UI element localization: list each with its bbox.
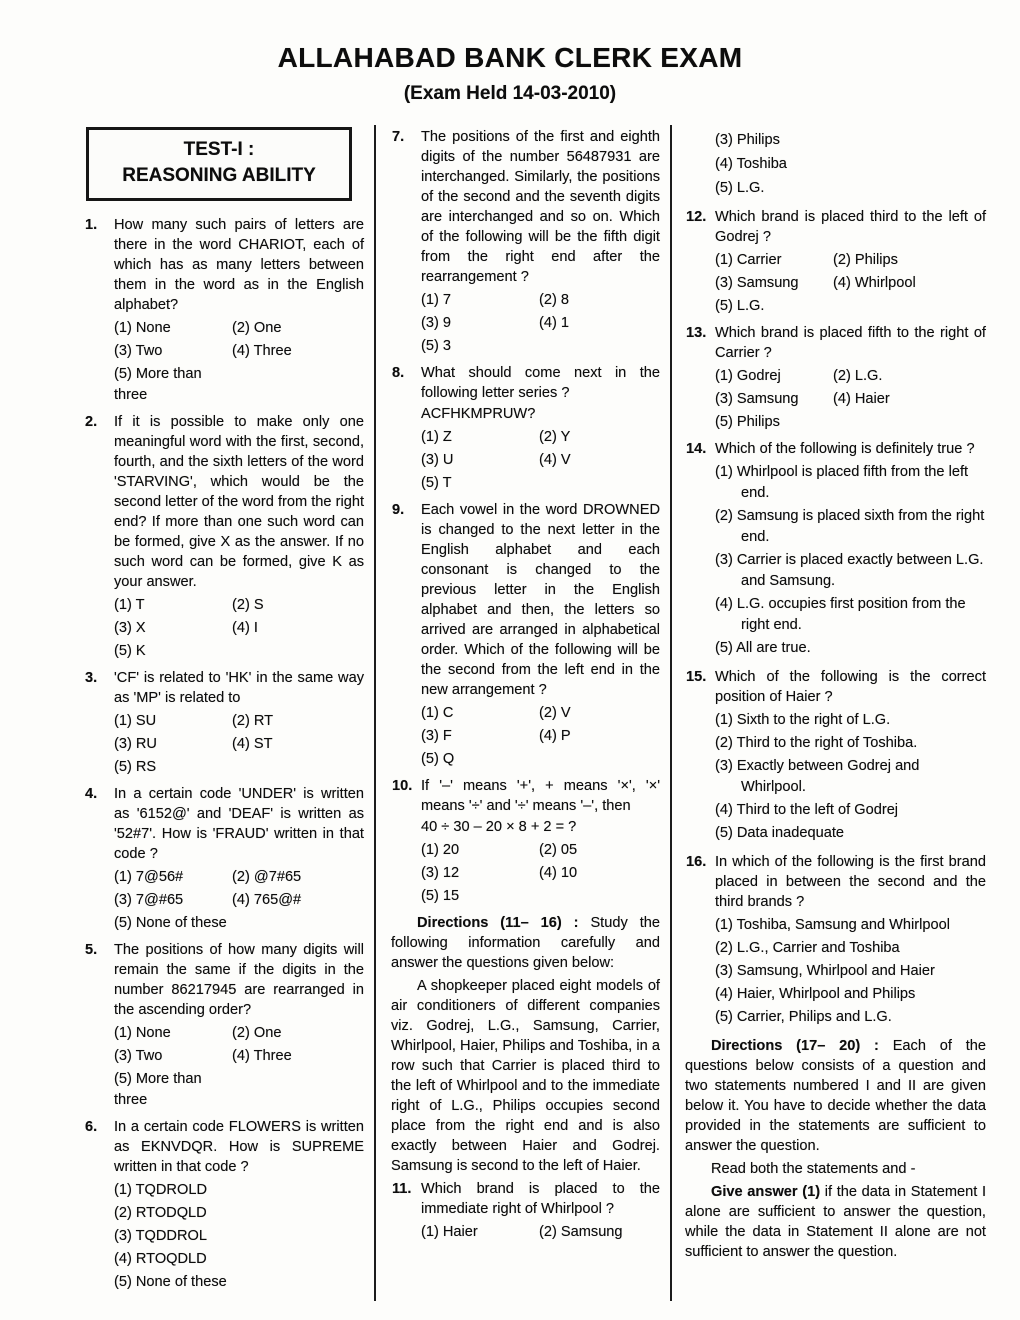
exam-content [84,125,988,1301]
question-text: In a certain code FLOWERS is written as EKNVDQR. How is SUPREME written in that code ? [114,1119,364,1175]
option: (4) I [232,620,258,636]
option: (4) RTOQDLD [114,1251,207,1267]
question [685,439,986,661]
options-list [114,1023,364,1111]
option: (2) 8 [539,292,570,308]
question-body [715,667,986,846]
options-list [114,318,364,406]
options-list [715,250,986,317]
option: (4) 765@# [232,892,302,908]
option: (3) Samsung [715,275,799,291]
question-number: 13. [686,325,707,341]
question-body [421,1179,660,1243]
option: (5) K [114,643,146,659]
question [84,940,364,1111]
option: (2) Philips [833,252,898,268]
option: (2) One [232,320,282,336]
question-number: 1. [85,217,98,233]
column-1 [84,125,376,1301]
options-list [715,915,986,1028]
option: (1) Whirlpool is placed fifth from the left end. [715,464,969,501]
option: (4) Three [232,343,292,359]
directions-text: Study the following information carefully and answer the questions given below: [391,915,660,971]
directions-text: Read both the statements and - [711,1161,916,1177]
question-number: 7. [392,129,405,145]
question-number: 11. [392,1181,412,1197]
question-body [421,363,660,494]
option: (2) RT [232,713,274,729]
question-body [715,207,986,317]
option: (2) One [232,1025,282,1041]
option: (1) None [114,320,171,336]
question-body [715,323,986,433]
directions-lead: Directions (17– 20) : [711,1038,893,1054]
option: (3) Samsung, Whirlpool and Haier [715,963,935,979]
question-text: The positions of the first and eighth digits of the number 56487931 are interchanged. Similarly, the positions of the second and the seventh digits are interchanged and so on. Which of the following will be the fifth digit from the right end after the rearrangement ? [421,129,660,285]
question-number: 6. [85,1119,98,1135]
question-text: Which brand is placed to the immediate right of Whirlpool ? [421,1181,660,1217]
option: (1) TQDROLD [114,1182,207,1198]
options-list [114,1180,364,1293]
option: (1) Haier [421,1224,478,1240]
option: (5) L.G. [715,180,765,196]
option: (5) None of these [114,915,227,931]
question-text: Which brand is placed third to the left of Godrej ? [715,209,986,245]
option: (1) T [114,597,145,613]
options-list [715,130,986,199]
question-body [715,439,986,661]
option: (3) 12 [421,865,460,881]
option: (2) L.G., Carrier and Toshiba [715,940,900,956]
option: (1) Carrier [715,252,782,268]
option: (1) 20 [421,842,460,858]
option: (2) Y [539,429,571,445]
question-number: 15. [686,669,707,685]
option: (5) None of these [114,1274,227,1290]
option: (3) RU [114,736,157,752]
question-body [114,784,364,934]
option: (2) Samsung is placed sixth from the right end. [715,508,985,545]
option: (1) SU [114,713,157,729]
option: (5) L.G. [715,298,765,314]
option: (5) All are true. [715,640,811,656]
question-body [114,412,364,662]
option: (2) @7#65 [232,869,302,885]
directions-lead: Give answer (1) [711,1184,825,1200]
option: (5) RS [114,759,157,775]
question-number: 14. [686,441,707,457]
question [685,667,986,846]
question [685,852,986,1030]
question-number: 10. [392,778,413,794]
question-series-line: ACFHKMPRUW? [421,406,536,422]
option: (1) None [114,1025,171,1041]
test-section-title: REASONING ABILITY [122,165,316,186]
question-body [114,215,364,406]
option: (3) Philips [715,132,780,148]
exam-title: ALLAHABAD BANK CLERK EXAM [277,42,743,73]
question-text: Which of the following is definitely true ? [715,441,975,457]
option: (2) V [539,705,571,721]
question-text: In a certain code 'UNDER' is written as '6152@' and 'DEAF' is written as '52#7'. How is 'FRAUD' written in that code ? [114,786,364,862]
question [391,363,660,494]
option: (4) Whirlpool [833,275,916,291]
question [391,776,660,907]
options-list [421,1222,660,1243]
options-list [421,290,660,357]
option: (5) Philips [715,414,780,430]
option: (3) Samsung [715,391,799,407]
test-section-box [86,127,352,201]
option: (5) More than three [114,366,202,403]
question-number: 3. [85,670,98,686]
option: (4) Haier, Whirlpool and Philips [715,986,916,1002]
directions-paragraph [685,1159,986,1179]
option: (1) C [421,705,454,721]
options-list [715,710,986,844]
option: (4) Toshiba [715,156,787,172]
option: (5) Data inadequate [715,825,844,841]
directions-paragraph [391,913,660,973]
option: (4) Haier [833,391,890,407]
column-2 [376,125,672,1301]
option: (5) More than three [114,1071,202,1108]
option: (5) 3 [421,338,452,354]
question [391,500,660,770]
option: (2) S [232,597,264,613]
question-number: 5. [85,942,98,958]
option: (1) Sixth to the right of L.G. [715,712,891,728]
directions-text: Each of the questions below consists of a question and two statements numbered I and II are given below it. You have to decide whether the data provided in the statements are sufficient to answer the question. [685,1038,986,1154]
directions-text: A shopkeeper placed eight models of air conditioners of different companies viz. Godrej, L.G., Samsung, Carrier, Whirlpool, Haier, Philips and Toshiba, in a row such that Carrier is placed third to the left of Whirlpool and to the immediate right of L.G., Philips occupies second place from the right end and is also exactly between Haier and Godrej. Samsung is second to the left of Haier. [391,978,660,1174]
question-number: 12. [686,209,707,225]
question-text: Which brand is placed fifth to the right of Carrier ? [715,325,986,361]
option: (1) Toshiba, Samsung and Whirlpool [715,917,950,933]
option: (4) ST [232,736,273,752]
question-text: Each vowel in the word DROWNED is changed to the next letter in the English alphabet and each consonant is changed to the previous letter in the English alphabet and then, the letters so arrived are arranged in alphabetical order. Which of the following will be the second from the left end in the new arrangement ? [421,502,660,698]
question [84,412,364,662]
page-header [0,0,1020,105]
option: (3) X [114,620,146,636]
question-body [114,940,364,1111]
options-list [421,427,660,494]
question [84,1117,364,1295]
options-list [114,867,364,934]
option: (4) Three [232,1048,292,1064]
option: (3) Carrier is placed exactly between L.G. and Samsung. [715,552,984,589]
directions-lead: Directions (11– 16) : [417,915,591,931]
option: (5) Carrier, Philips and L.G. [715,1009,892,1025]
option: (4) L.G. occupies first position from the right end. [715,596,966,633]
option: (3) U [421,452,454,468]
option: (1) 7@56# [114,869,184,885]
question-text: The positions of how many digits will remain the same if the digits in the number 86217945 are rearranged in the ascending order? [114,942,364,1018]
question-text: If it is possible to make only one meaningful word with the first, second, fourth, and the sixth letters of the word 'STARVING', which would be the second letter of the word from the right end? If more than one such word can be formed, give X as the answer. If no such word can be formed, give K as your answer. [114,414,364,590]
option: (2) L.G. [833,368,883,384]
option: (4) P [539,728,571,744]
option: (4) 1 [539,315,570,331]
question-number: 4. [85,786,98,802]
option: (1) Godrej [715,368,781,384]
question-text: What should come next in the following letter series ? [421,365,660,401]
question-text: If '–' means '+', + means '×', '×' means '÷' and '÷' means '–', then [421,778,660,814]
question-text: In which of the following is the first brand placed in between the second and the third brands ? [715,854,986,910]
option: (3) F [421,728,452,744]
option: (5) Q [421,751,455,767]
option: (4) 10 [539,865,578,881]
question-number: 9. [392,502,405,518]
question-text: Which of the following is the correct position of Haier ? [715,669,986,705]
question [84,784,364,934]
question [84,668,364,778]
option: (3) Two [114,1048,163,1064]
option: (3) 9 [421,315,452,331]
option: (4) V [539,452,571,468]
question-body [114,1117,364,1295]
option: (2) Samsung [539,1224,623,1240]
question-body [421,500,660,770]
question [84,215,364,406]
options-continuation [715,130,986,199]
option: (3) TQDDROL [114,1228,207,1244]
option: (1) Z [421,429,452,445]
question [391,1179,660,1243]
option: (1) 7 [421,292,452,308]
question-body [114,668,364,778]
options-list [421,840,660,907]
question-number: 2. [85,414,98,430]
directions-paragraph [685,1182,986,1262]
option: (5) T [421,475,452,491]
exam-date-subtitle: (Exam Held 14-03-2010) [403,83,617,104]
option: (5) 15 [421,888,460,904]
option: (2) 05 [539,842,578,858]
question-body [421,776,660,907]
directions-text: if the data in Statement I alone are sufficient to answer the question, while the data in Statement II alone are not sufficient to answer the question. [685,1184,986,1260]
question-text: How many such pairs of letters are there in the word CHARIOT, each of which has as many letters between them in the word as in the English alphabet? [114,217,364,313]
question-text: 'CF' is related to 'HK' in the same way as 'MP' is related to [114,670,364,706]
question-number: 8. [392,365,405,381]
directions-paragraph [391,976,660,1176]
option: (3) Exactly between Godrej and Whirlpool. [715,758,920,795]
question-body [715,852,986,1030]
question-body [421,127,660,357]
question-number: 16. [686,854,707,870]
option: (2) Third to the right of Toshiba. [715,735,918,751]
options-list [114,595,364,662]
question [685,207,986,317]
option: (3) Two [114,343,163,359]
options-list [421,703,660,770]
option: (2) RTODQLD [114,1205,207,1221]
question-series-line: 40 ÷ 30 – 20 × 8 + 2 = ? [421,819,577,835]
option: (3) 7@#65 [114,892,184,908]
question [391,127,660,357]
directions-paragraph [685,1036,986,1156]
options-list [114,711,364,778]
options-list [715,462,986,659]
options-list [715,366,986,433]
option: (4) Third to the left of Godrej [715,802,899,818]
question [685,323,986,433]
test-section-title: TEST-I : [183,139,255,160]
column-3 [672,125,986,1301]
